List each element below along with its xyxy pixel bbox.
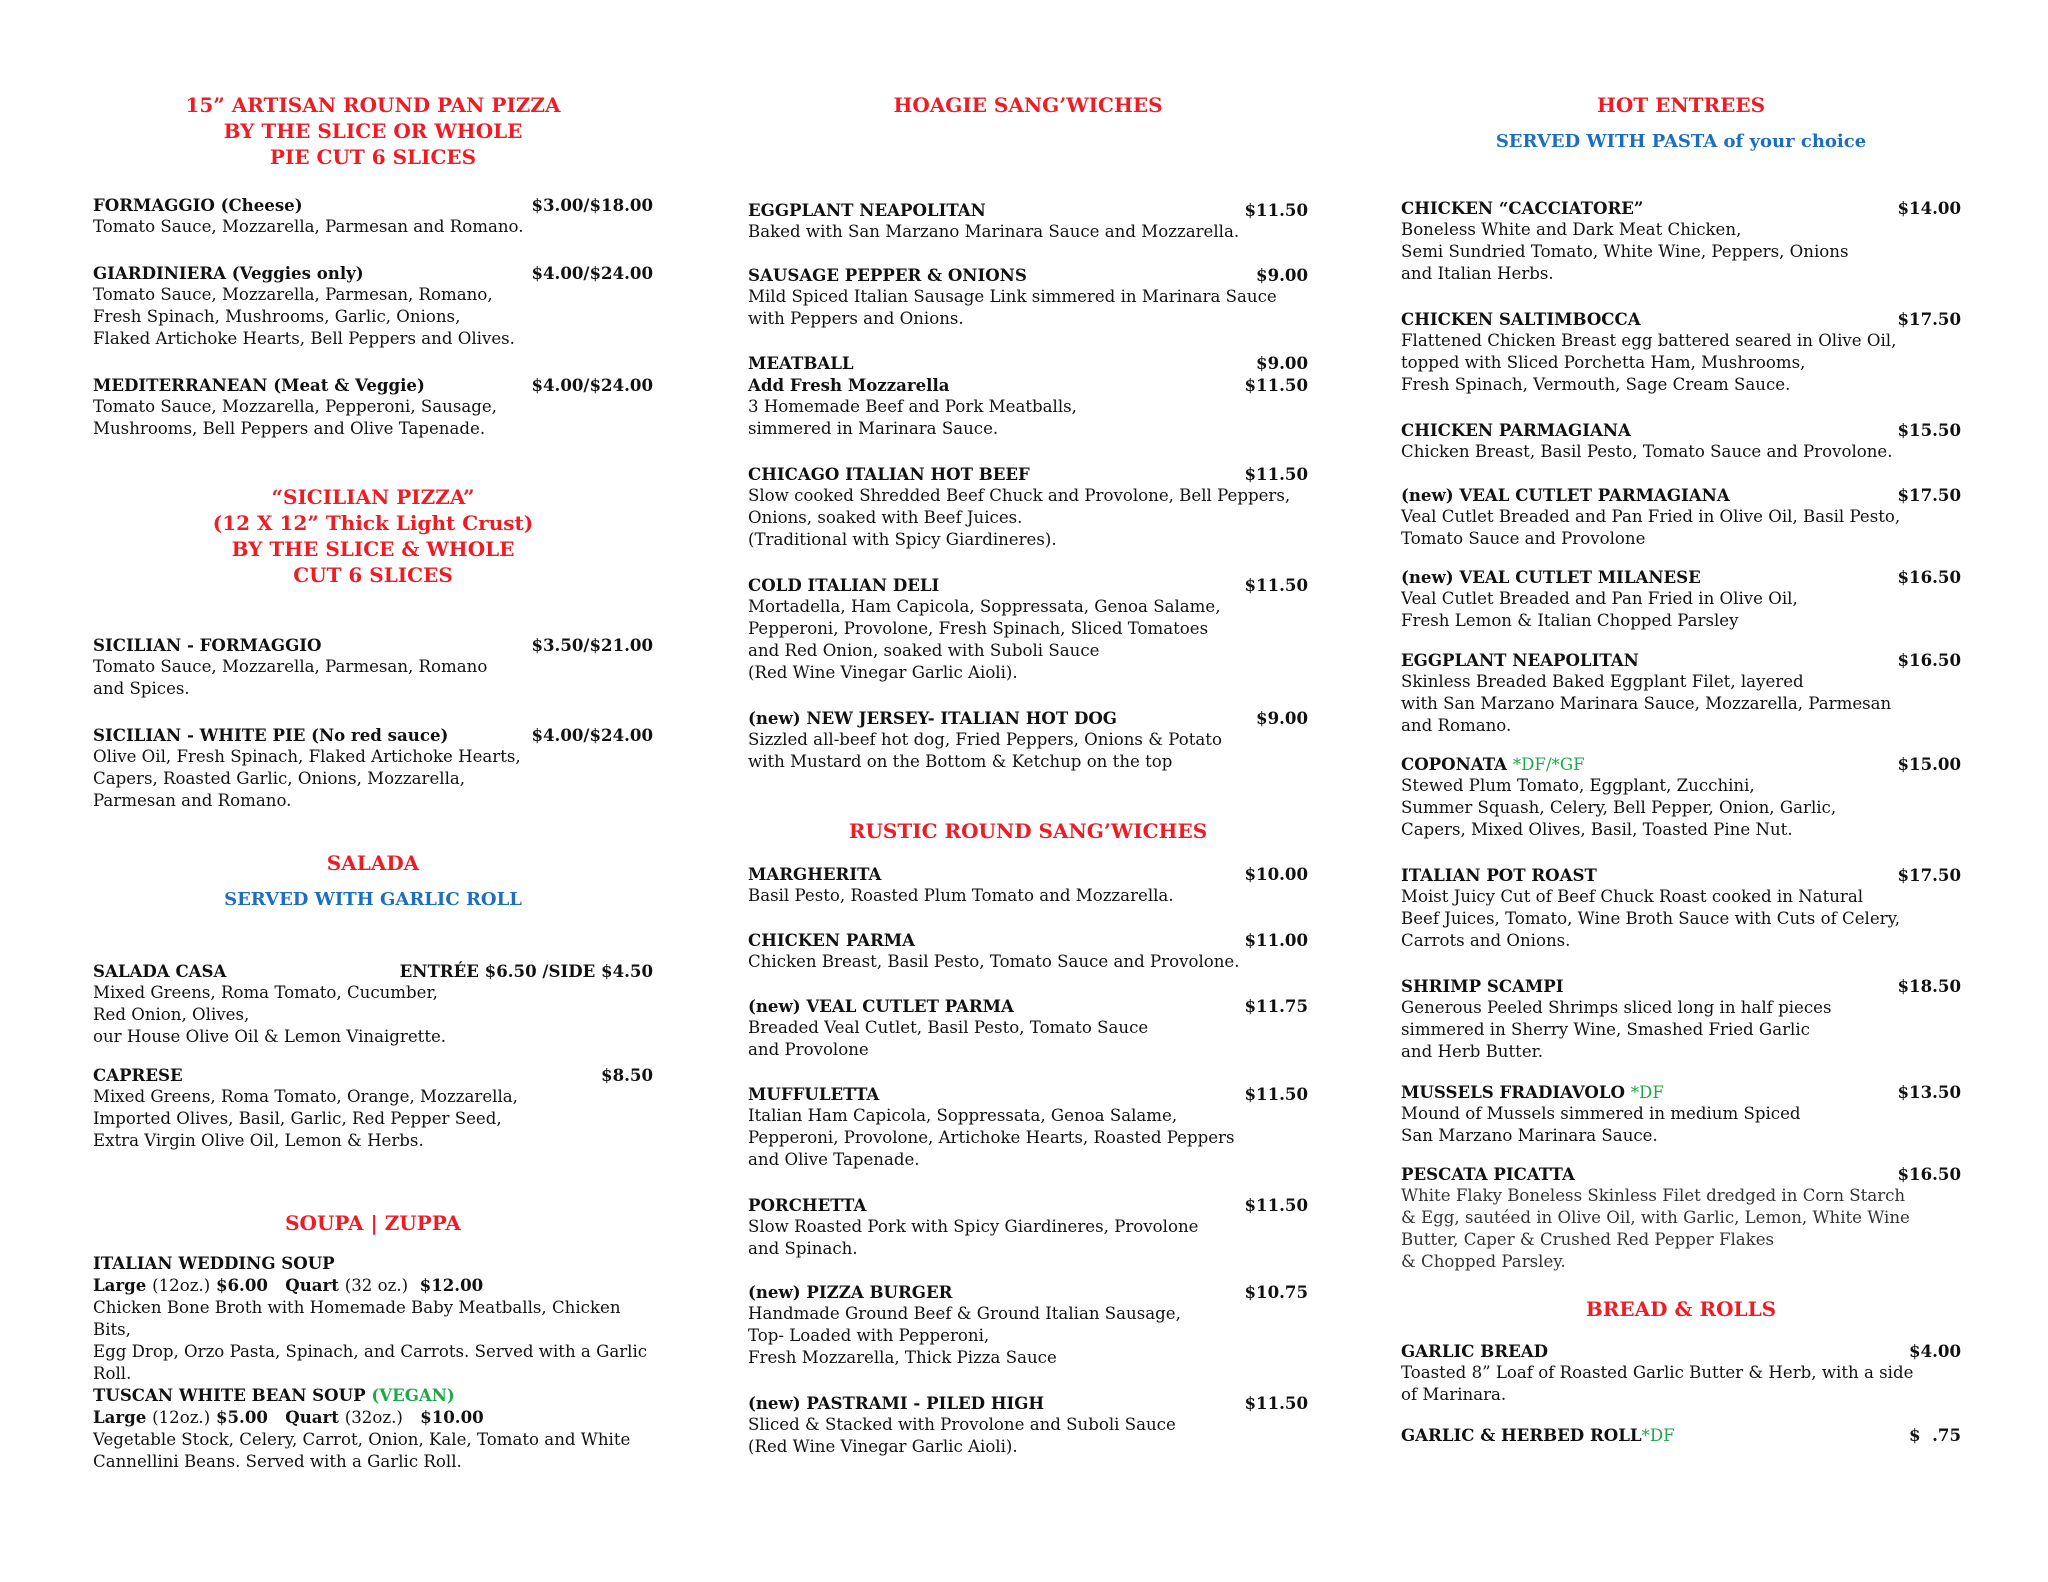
- item-price: $17.50: [1897, 485, 1961, 505]
- item-name: MEATBALL: [748, 353, 854, 373]
- quart-label: Quart: [285, 1275, 339, 1295]
- quart-price: $12.00: [419, 1275, 484, 1295]
- quart-size: (32 oz.): [344, 1276, 409, 1295]
- section-title-soup: SOUPA | ZUPPA: [285, 1211, 461, 1235]
- item-name: (new) NEW JERSEY- ITALIAN HOT DOG: [748, 708, 1117, 728]
- item-addon: Add Fresh Mozzarella: [748, 375, 950, 395]
- menu-item: [1401, 419, 1961, 463]
- item-price: $16.50: [1897, 650, 1961, 670]
- item-name: (new) VEAL CUTLET PARMAGIANA: [1401, 485, 1730, 505]
- quart-label: Quart: [285, 1407, 339, 1427]
- item-name: CHICKEN PARMA: [748, 930, 916, 950]
- item-price: $11.00: [1244, 930, 1308, 950]
- item-price: $9.00: [1256, 265, 1308, 285]
- item-description: Slow Roasted Pork with Spicy Giardineres, Provolone and Spinach.: [748, 1217, 1199, 1258]
- item-name: (new) PIZZA BURGER: [748, 1282, 953, 1302]
- item-price: $11.50: [1244, 575, 1308, 595]
- large-label: Large: [93, 1407, 147, 1427]
- item-price: $11.50: [1244, 1393, 1308, 1413]
- item-price: $14.00: [1897, 198, 1961, 218]
- item-description: Generous Peeled Shrimps sliced long in half pieces simmered in Sherry Wine, Smashed Fried Garlic and Herb Butter.: [1401, 998, 1832, 1061]
- item-description: Breaded Veal Cutlet, Basil Pesto, Tomato Sauce and Provolone: [748, 1018, 1149, 1059]
- item-description: Basil Pesto, Roasted Plum Tomato and Mozzarella.: [748, 886, 1174, 905]
- item-description: Mixed Greens, Roma Tomato, Cucumber, Red Onion, Olives, our House Olive Oil & Lemon Vinaigrette.: [93, 983, 447, 1046]
- item-description: Chicken Breast, Basil Pesto, Tomato Sauce and Provolone.: [1401, 442, 1893, 461]
- item-description: Handmade Ground Beef & Ground Italian Sausage, Top- Loaded with Pepperoni, Fresh Mozzarella, Thick Pizza Sauce: [748, 1304, 1181, 1367]
- item-description: Chicken Bone Broth with Homemade Baby Meatballs, Chicken Bits, Egg Drop, Orzo Pasta, Spinach, and Carrots. Served with a Garlic Roll.: [93, 1298, 648, 1383]
- item-price: $10.00: [1244, 864, 1308, 884]
- item-name: GIARDINIERA (Veggies only): [93, 263, 364, 283]
- item-price: $11.50: [1244, 200, 1308, 220]
- section-title-bread: BREAD & ROLLS: [1585, 1297, 1777, 1321]
- item-description: Olive Oil, Fresh Spinach, Flaked Artichoke Hearts, Capers, Roasted Garlic, Onions, Mozzarella, Parmesan and Romano.: [93, 747, 521, 810]
- item-name: EGGPLANT NEAPOLITAN: [748, 200, 986, 220]
- size-price-line: [93, 1406, 653, 1429]
- large-label: Large: [93, 1275, 147, 1295]
- item-description: Vegetable Stock, Celery, Carrot, Onion, Kale, Tomato and White Cannellini Beans. Served with a Garlic Roll.: [93, 1430, 631, 1471]
- menu-item: [1401, 1424, 1961, 1446]
- menu-item: [748, 1083, 1308, 1171]
- item-name: (new) PASTRAMI - PILED HIGH: [748, 1393, 1045, 1413]
- menu-item: [748, 352, 1308, 440]
- item-name: COLD ITALIAN DELI: [748, 575, 940, 595]
- section-subtitle-salada: SERVED WITH GARLIC ROLL: [224, 889, 522, 910]
- item-price: $3.50/$21.00: [531, 635, 653, 655]
- item-description: Toasted 8” Loaf of Roasted Garlic Butter & Herb, with a side of Marinara.: [1401, 1363, 1914, 1404]
- menu-item: [1401, 484, 1961, 550]
- menu-item: [93, 262, 653, 350]
- menu-item: [1401, 649, 1961, 737]
- item-name: SICILIAN - FORMAGGIO: [93, 635, 322, 655]
- item-description: Slow cooked Shredded Beef Chuck and Provolone, Bell Peppers, Onions, soaked with Beef Juices. (Traditional with Spicy Giardineres).: [748, 486, 1291, 549]
- menu-item: [93, 194, 653, 238]
- menu-item: [748, 264, 1308, 330]
- section-title-pan-pizza: 15” ARTISAN ROUND PAN PIZZA BY THE SLICE OR WHOLE PIE CUT 6 SLICES: [185, 93, 561, 169]
- item-price: ENTRÉE $6.50 /SIDE $4.50: [399, 961, 653, 981]
- dietary-tag: *DF: [1641, 1426, 1675, 1445]
- menu-item: [93, 374, 653, 440]
- dietary-tag: *DF/*GF: [1512, 755, 1585, 774]
- item-price: $11.50: [1244, 1084, 1308, 1104]
- menu-item: [1401, 197, 1961, 285]
- item-name: EGGPLANT NEAPOLITAN: [1401, 650, 1639, 670]
- item-price: $11.50: [1244, 1195, 1308, 1215]
- menu-item: [1401, 1081, 1961, 1147]
- item-description: Mixed Greens, Roma Tomato, Orange, Mozzarella, Imported Olives, Basil, Garlic, Red Pepper Seed, Extra Virgin Olive Oil, Lemon & Herbs.: [93, 1087, 518, 1150]
- item-price: $17.50: [1897, 309, 1961, 329]
- item-price: $15.50: [1897, 420, 1961, 440]
- item-name: TUSCAN WHITE BEAN SOUP: [93, 1385, 366, 1405]
- quart-size: (32oz.): [344, 1408, 403, 1427]
- large-size: (12oz.): [152, 1408, 211, 1427]
- item-description: Mound of Mussels simmered in medium Spiced San Marzano Marinara Sauce.: [1401, 1104, 1801, 1145]
- item-name: ITALIAN WEDDING SOUP: [93, 1253, 335, 1273]
- item-name: MUSSELS FRADIAVOLO: [1401, 1082, 1625, 1102]
- item-description: Flattened Chicken Breast egg battered seared in Olive Oil, topped with Sliced Porchetta Ham, Mushrooms, Fresh Spinach, Vermouth, Sage Cream Sauce.: [1401, 331, 1897, 394]
- item-name: MEDITERRANEAN (Meat & Veggie): [93, 375, 425, 395]
- menu-item: [93, 634, 653, 700]
- item-price: $9.00: [1256, 353, 1308, 373]
- item-description: Tomato Sauce, Mozzarella, Pepperoni, Sausage, Mushrooms, Bell Peppers and Olive Tapenade.: [93, 397, 497, 438]
- section-title-sicilian-pizza: “SICILIAN PIZZA” (12 X 12” Thick Light Crust) BY THE SLICE & WHOLE CUT 6 SLICES: [212, 485, 534, 587]
- menu-item: [748, 995, 1308, 1061]
- large-price: $5.00: [215, 1407, 268, 1427]
- item-description: Sliced & Stacked with Provolone and Suboli Sauce (Red Wine Vinegar Garlic Aioli).: [748, 1415, 1176, 1456]
- item-description: Boneless White and Dark Meat Chicken, Semi Sundried Tomato, White Wine, Peppers, Onions and Italian Herbs.: [1401, 220, 1849, 283]
- menu-item: [748, 463, 1308, 551]
- item-price: $11.50: [1244, 464, 1308, 484]
- item-price: $4.00: [1909, 1341, 1961, 1361]
- item-description: Tomato Sauce, Mozzarella, Parmesan, Romano, Fresh Spinach, Mushrooms, Garlic, Onions, Flaked Artichoke Hearts, Bell Peppers and Olives.: [93, 285, 515, 348]
- menu-item: [93, 1384, 653, 1473]
- item-description: Sizzled all-beef hot dog, Fried Peppers, Onions & Potato with Mustard on the Bottom & Ketchup on the top: [748, 730, 1222, 771]
- section-subtitle-hot-entrees: SERVED WITH PASTA of your choice: [1495, 131, 1867, 152]
- item-description: Mild Spiced Italian Sausage Link simmered in Marinara Sauce with Peppers and Onions.: [748, 287, 1277, 328]
- item-price: $16.50: [1897, 567, 1961, 587]
- item-price: $4.00/$24.00: [531, 375, 653, 395]
- item-price: $17.50: [1897, 865, 1961, 885]
- item-price: $4.00/$24.00: [531, 263, 653, 283]
- menu-item: [93, 1252, 653, 1385]
- item-description: Mortadella, Ham Capicola, Soppressata, Genoa Salame, Pepperoni, Provolone, Fresh Spinach, Sliced Tomatoes and Red Onion, soaked with Suboli Sauce (Red Wine Vinegar Garlic Aioli).: [748, 597, 1221, 682]
- item-name: FORMAGGIO (Cheese): [93, 195, 303, 215]
- section-title-salada: SALADA: [326, 851, 420, 875]
- item-description: Chicken Breast, Basil Pesto, Tomato Sauce and Provolone.: [748, 952, 1240, 971]
- item-description: Moist Juicy Cut of Beef Chuck Roast cooked in Natural Beef Juices, Tomato, Wine Broth Sauce with Cuts of Celery, Carrots and Onions.: [1401, 887, 1901, 950]
- item-name: COPONATA: [1401, 754, 1508, 774]
- item-price: $9.00: [1256, 708, 1308, 728]
- item-name: ITALIAN POT ROAST: [1401, 865, 1597, 885]
- item-price: $13.50: [1897, 1082, 1961, 1102]
- item-name: SALADA CASA: [93, 961, 227, 981]
- item-name: GARLIC & HERBED ROLL: [1401, 1425, 1642, 1445]
- menu-item: [93, 724, 653, 812]
- item-name: GARLIC BREAD: [1401, 1341, 1548, 1361]
- item-name: MUFFULETTA: [748, 1084, 880, 1104]
- menu-item: [748, 863, 1308, 907]
- menu-item: [1401, 864, 1961, 952]
- menu-item: [748, 1392, 1308, 1458]
- item-description: 3 Homemade Beef and Pork Meatballs, simmered in Marinara Sauce.: [748, 397, 1077, 438]
- item-name: (new) VEAL CUTLET MILANESE: [1401, 567, 1701, 587]
- menu-item: [748, 707, 1308, 773]
- item-description: Tomato Sauce, Mozzarella, Parmesan and Romano.: [93, 217, 524, 236]
- large-price: $6.00: [215, 1275, 268, 1295]
- item-description: White Flaky Boneless Skinless Filet dredged in Corn Starch & Egg, sautéed in Olive Oil, with Garlic, Lemon, White Wine Butter, Caper & Crushed Red Pepper Flakes & Chopped Parsley.: [1401, 1186, 1910, 1271]
- menu-item: [1401, 566, 1961, 632]
- menu-item: [748, 1281, 1308, 1369]
- item-name: CHICAGO ITALIAN HOT BEEF: [748, 464, 1030, 484]
- menu-item: [748, 1194, 1308, 1260]
- item-name: PESCATA PICATTA: [1401, 1164, 1575, 1184]
- item-name: CHICKEN “CACCIATORE”: [1401, 198, 1644, 218]
- menu-item: [1401, 753, 1961, 841]
- menu-item: [748, 199, 1308, 243]
- dietary-tag: *DF: [1630, 1083, 1664, 1102]
- item-description: Skinless Breaded Baked Eggplant Filet, layered with San Marzano Marinara Sauce, Mozzarella, Parmesan and Romano.: [1401, 672, 1892, 735]
- item-description: Tomato Sauce, Mozzarella, Parmesan, Romano and Spices.: [93, 657, 488, 698]
- menu-item: [1401, 308, 1961, 396]
- item-name: SICILIAN - WHITE PIE (No red sauce): [93, 725, 449, 745]
- size-price-line: [93, 1274, 653, 1297]
- item-name: PORCHETTA: [748, 1195, 867, 1215]
- item-name: (new) VEAL CUTLET PARMA: [748, 996, 1014, 1016]
- item-name: MARGHERITA: [748, 864, 882, 884]
- item-addon-price: $11.50: [1244, 375, 1308, 395]
- item-price: $16.50: [1897, 1164, 1961, 1184]
- vegan-tag: (VEGAN): [371, 1385, 455, 1405]
- large-size: (12oz.): [152, 1276, 211, 1295]
- item-price: $10.75: [1244, 1282, 1308, 1302]
- item-price: $8.50: [601, 1065, 653, 1085]
- item-price: $ .75: [1909, 1425, 1961, 1445]
- menu-item: [748, 929, 1308, 973]
- section-title-hoagie: HOAGIE SANG’WICHES: [893, 93, 1163, 117]
- item-price: $3.00/$18.00: [531, 195, 653, 215]
- item-description: Stewed Plum Tomato, Eggplant, Zucchini, Summer Squash, Celery, Bell Pepper, Onion, Garlic, Capers, Mixed Olives, Basil, Toasted Pine Nut.: [1401, 776, 1837, 839]
- menu-item: [93, 960, 653, 1048]
- section-title-hot-entrees: HOT ENTREES: [1596, 93, 1766, 117]
- item-name: SHRIMP SCAMPI: [1401, 976, 1564, 996]
- item-price: $15.00: [1897, 754, 1961, 774]
- item-name: CHICKEN SALTIMBOCCA: [1401, 309, 1641, 329]
- menu-item: [748, 574, 1308, 684]
- item-name: CAPRESE: [93, 1065, 183, 1085]
- item-description: Veal Cutlet Breaded and Pan Fried in Olive Oil, Basil Pesto, Tomato Sauce and Provolone: [1401, 507, 1901, 548]
- menu-item: [1401, 1340, 1961, 1406]
- menu-item: [1401, 975, 1961, 1063]
- item-price: $11.75: [1244, 996, 1308, 1016]
- item-price: $4.00/$24.00: [531, 725, 653, 745]
- item-description: Baked with San Marzano Marinara Sauce and Mozzarella.: [748, 222, 1240, 241]
- menu-item: [93, 1064, 653, 1152]
- item-description: Italian Ham Capicola, Soppressata, Genoa Salame, Pepperoni, Provolone, Artichoke Hearts, Roasted Peppers and Olive Tapenade.: [748, 1106, 1235, 1169]
- item-description: Veal Cutlet Breaded and Pan Fried in Olive Oil, Fresh Lemon & Italian Chopped Parsley: [1401, 589, 1798, 630]
- section-title-rustic: RUSTIC ROUND SANG’WICHES: [848, 819, 1208, 843]
- quart-price: $10.00: [420, 1407, 484, 1427]
- item-price: $18.50: [1897, 976, 1961, 996]
- item-name: CHICKEN PARMAGIANA: [1401, 420, 1631, 440]
- item-name: SAUSAGE PEPPER & ONIONS: [748, 265, 1027, 285]
- menu-item: [1401, 1163, 1961, 1273]
